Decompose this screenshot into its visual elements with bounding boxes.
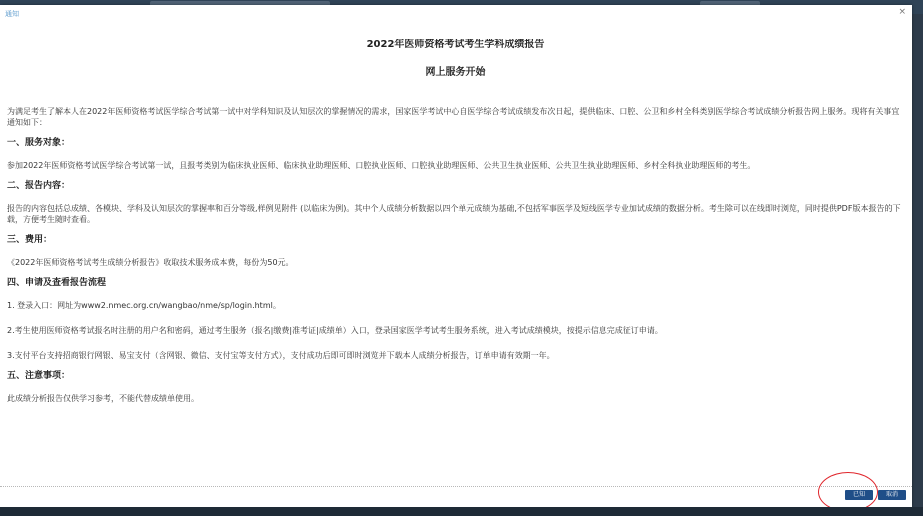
- close-icon[interactable]: ×: [898, 7, 906, 17]
- section-text-audience: 参加2022年医师资格考试医学综合考试第一试，且报考类别为临床执业医师、临床执业助理医师、口腔执业医师、口腔执业助理医师、公共卫生执业医师、公共卫生执业助理医师、乡村全科执业助理医师的考生。: [7, 161, 756, 170]
- section-text-fee: 《2022年医师资格考试考生成绩分析报告》收取技术服务成本费，每份为50元。: [7, 258, 294, 267]
- notice-content: [7, 39, 904, 479]
- section-text-notes: 此成绩分析报告仅供学习参考，不能代替成绩单使用。: [7, 394, 199, 403]
- notice-subheading: 网上服务开始: [425, 67, 486, 78]
- notice-dialog: [0, 5, 912, 507]
- footer-divider: [0, 486, 912, 487]
- section-text-content: 报告的内容包括总成绩、各模块、学科及认知层次的掌握率和百分等级,样例见附件 (以临床为例)。其中个人成绩分析数据以四个单元成绩为基础,不包括军事医学及短线医学专业加试成绩的数据分析。考生除可以在线即时浏览，同时提供PDF版本报告的下载，方便考生随时查看。: [7, 204, 901, 224]
- section-title-process: 四、申请及查看报告流程: [7, 278, 107, 288]
- section-title-notes: 五、注意事项：: [7, 371, 71, 381]
- process-step-2: 2.考生使用医师资格考试报名时注册的用户名和密码，通过考生服务（报名|缴费|准考证|成绩单）入口，登录国家医学考试考生服务系统，进入考试成绩模块，按提示信息完成征订申请。: [7, 326, 663, 335]
- cancel-button[interactable]: 取消: [878, 490, 906, 500]
- notice-intro: 为满足考生了解本人在2022年医师资格考试医学综合考试第一试中对学科知识及认知层次的掌握情况的需求，国家医学考试中心自医学综合考试成绩发布次日起，提供临床、口腔、公卫和乡村全科类别医学综合考试成绩分析报告网上服务。现将有关事宜通知如下：: [7, 107, 900, 127]
- process-step-3: 3.支付平台支持招商银行网银、易宝支付（含网银、微信、支付宝等支付方式），支付成功后即可即时浏览并下载本人成绩分析报告，订单申请有效期一年。: [7, 351, 555, 360]
- notice-heading: 2022年医师资格考试考生学科成绩报告: [366, 39, 545, 50]
- background-page-footer: [0, 507, 923, 516]
- confirm-button[interactable]: 已知: [845, 490, 873, 500]
- section-title-fee: 三、费用：: [7, 235, 53, 245]
- section-title-content: 二、报告内容：: [7, 181, 71, 191]
- dialog-title: 通知: [5, 10, 19, 18]
- process-step-1: 1. 登录入口：网址为www2.nmec.org.cn/wangbao/nme/sp/login.html。: [7, 301, 281, 310]
- section-title-audience: 一、服务对象：: [7, 138, 71, 148]
